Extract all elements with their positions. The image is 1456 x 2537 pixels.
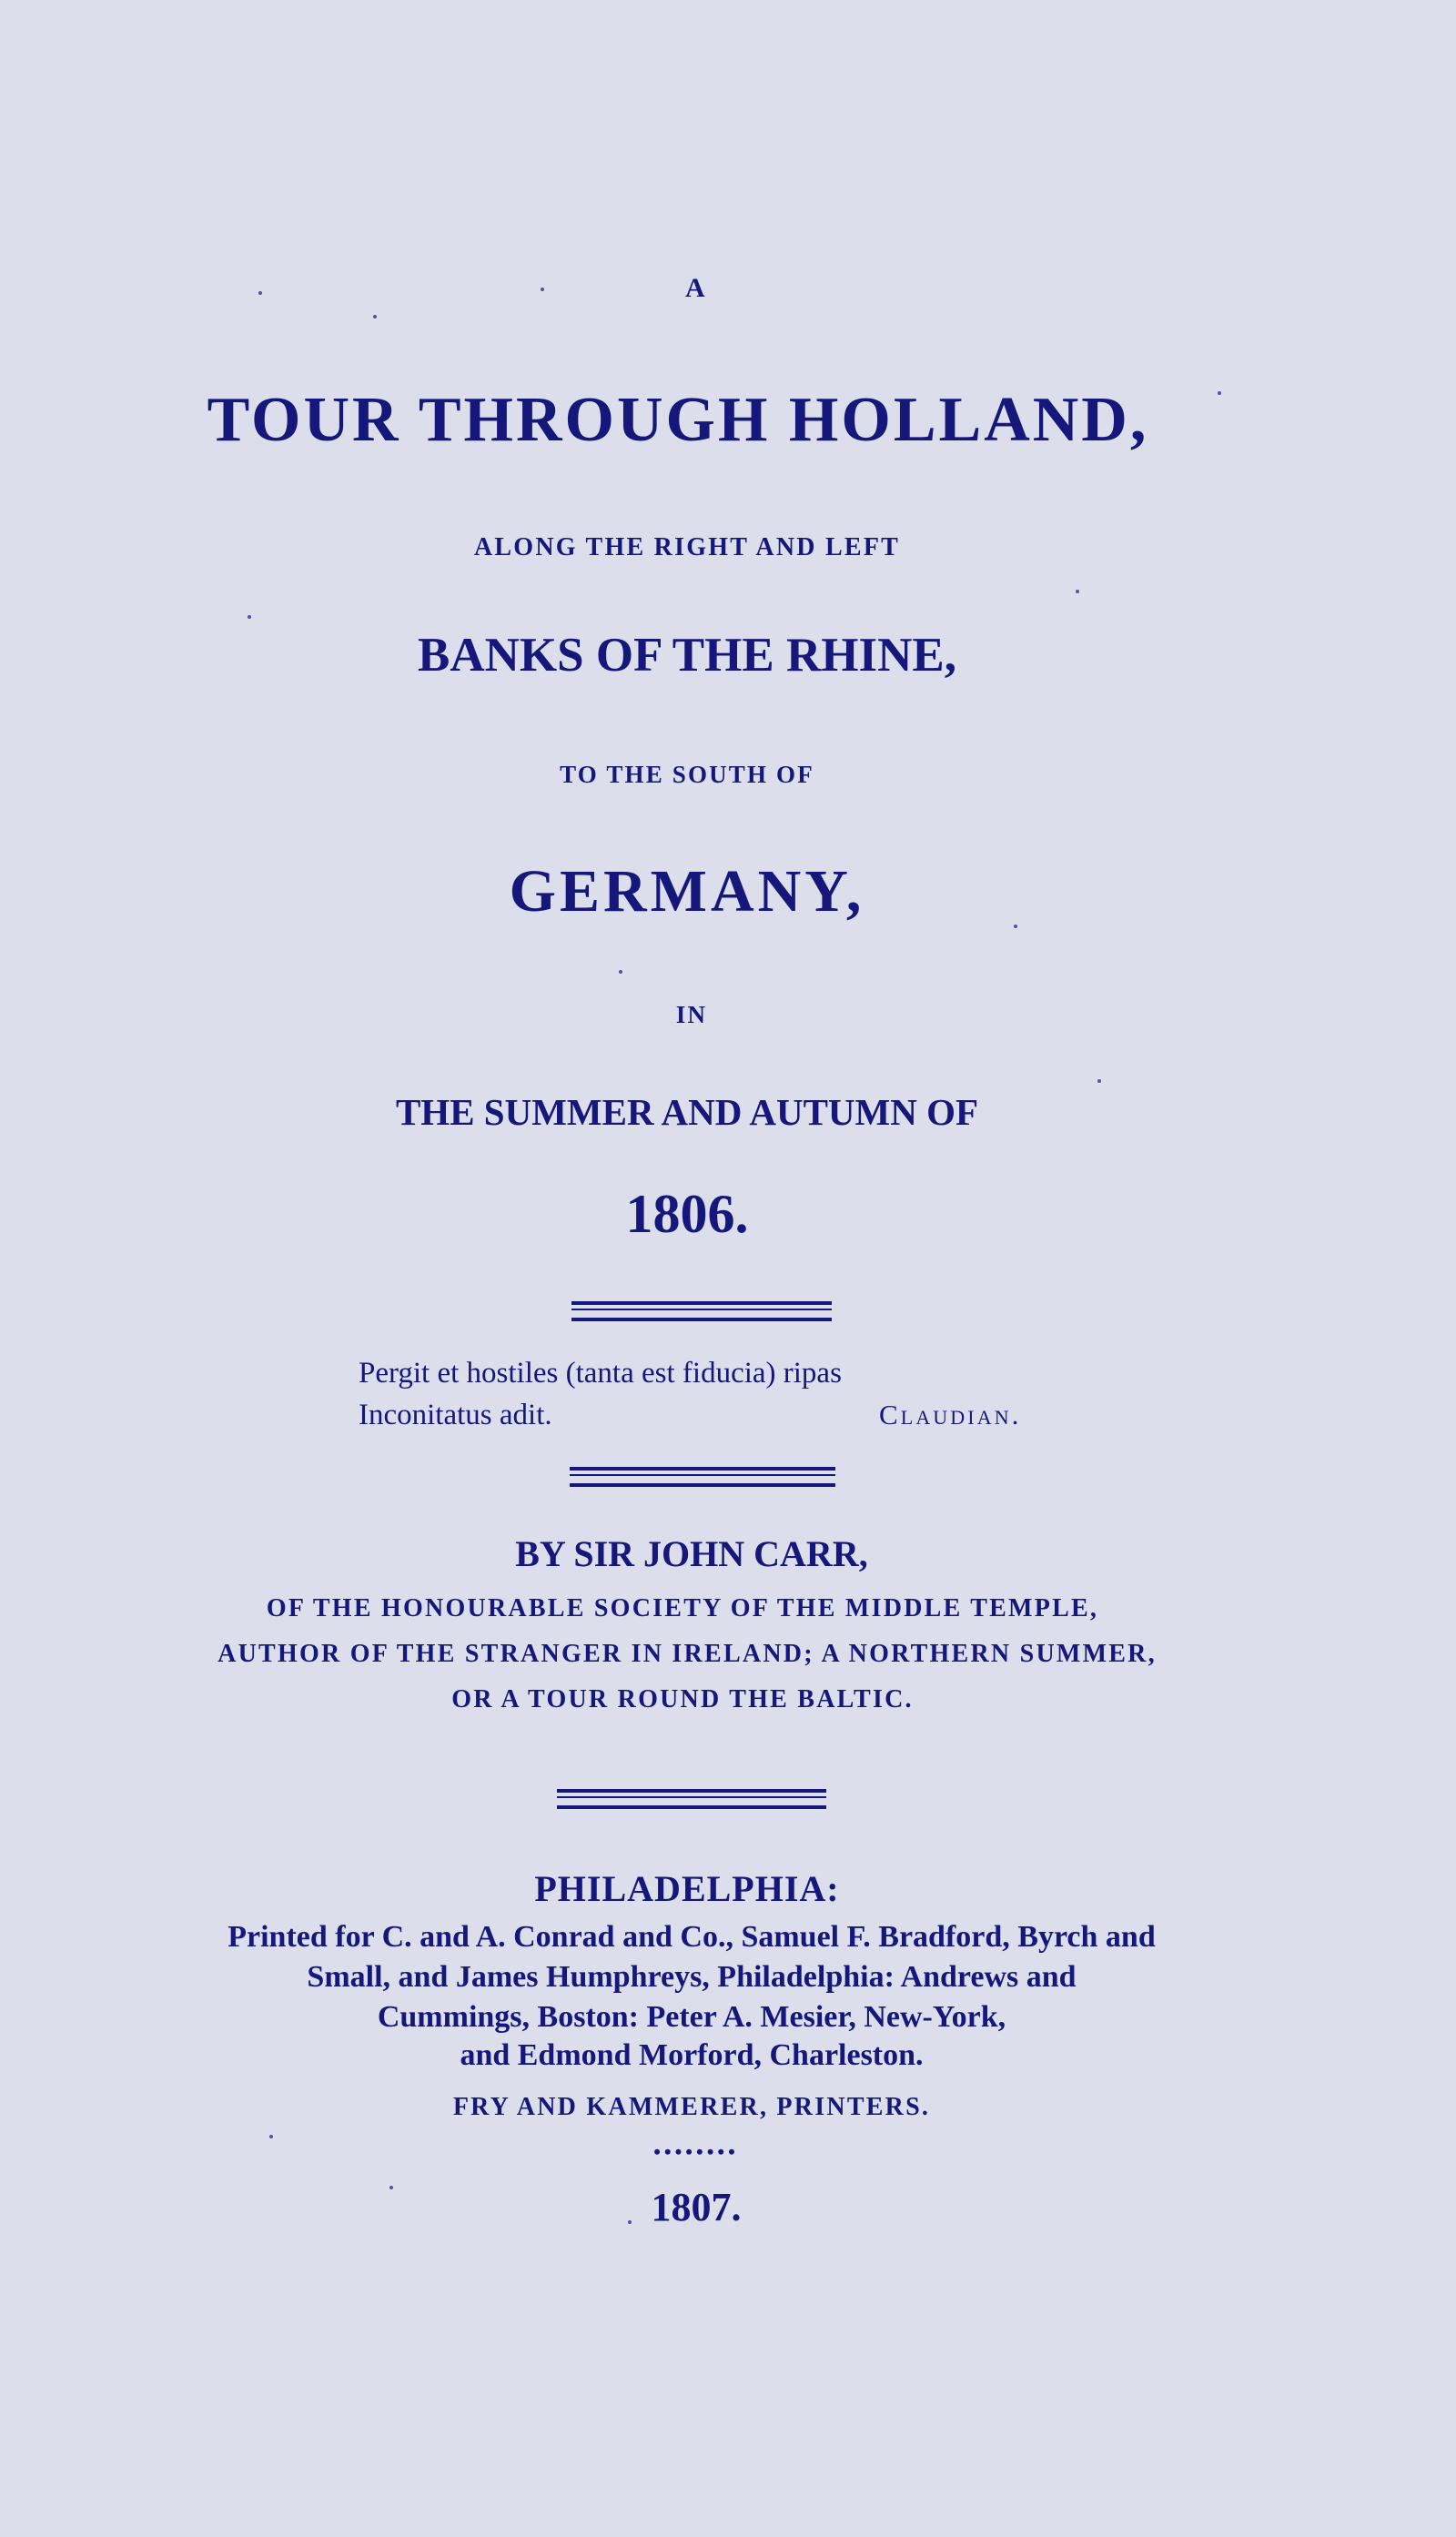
publication-year-1806: 1806. <box>625 1184 749 1244</box>
divider-rule-2 <box>570 1467 835 1487</box>
paper-speck <box>1097 1079 1101 1083</box>
main-title: TOUR THROUGH HOLLAND, <box>207 385 1149 455</box>
article: A <box>684 273 708 303</box>
imprint-printers: FRY AND KAMMERER, PRINTERS. <box>452 2093 931 2121</box>
imprint-city: PHILADELPHIA: <box>534 1868 840 1909</box>
divider-rule-1 <box>571 1301 832 1321</box>
divider-rule-3 <box>557 1789 826 1809</box>
author-line-1: OF THE HONOURABLE SOCIETY OF THE MIDDLE TEMPLE, <box>266 1594 1099 1622</box>
subtitle-banks: BANKS OF THE RHINE, <box>418 629 956 682</box>
subtitle-in: IN <box>675 1001 708 1028</box>
imprint-line-4: and Edmond Morford, Charleston. <box>460 2038 924 2072</box>
epigraph-line-2: Inconitatus adit. <box>359 1399 552 1431</box>
publication-year-1807: 1807. <box>651 2185 742 2229</box>
paper-speck <box>628 2220 632 2224</box>
paper-speck <box>1076 590 1079 593</box>
epigraph-line-1: Pergit et hostiles (tanta est fiducia) ripas <box>359 1357 842 1390</box>
subtitle-germany: GERMANY, <box>509 858 865 925</box>
imprint-line-2: Small, and James Humphreys, Philadelphia: Andrews and <box>307 1960 1077 1994</box>
subtitle-summer: THE SUMMER AND AUTUMN OF <box>395 1091 979 1133</box>
imprint-line-3: Cummings, Boston: Peter A. Mesier, New-York, <box>377 2000 1006 2034</box>
paper-speck <box>389 2186 393 2189</box>
subtitle-south: TO THE SOUTH OF <box>560 761 814 788</box>
author-line-2: AUTHOR OF THE STRANGER IN IRELAND; A NORTHERN SUMMER, <box>217 1640 1157 1668</box>
paper-speck <box>1014 925 1017 928</box>
paper-speck <box>619 970 622 974</box>
author-line-3: OR A TOUR ROUND THE BALTIC. <box>451 1685 914 1713</box>
epigraph-attribution: Claudian. <box>879 1399 1022 1430</box>
paper-speck <box>248 615 251 619</box>
imprint-line-1: Printed for C. and A. Conrad and Co., Samuel F. Bradford, Byrch and <box>228 1920 1156 1954</box>
paper-speck <box>541 288 544 291</box>
paper-speck <box>269 2135 273 2138</box>
paper-speck <box>258 291 262 295</box>
paper-speck <box>1218 391 1221 395</box>
author-byline: BY SIR JOHN CARR, <box>515 1533 868 1574</box>
paper-speck <box>373 315 377 318</box>
subtitle-along: ALONG THE RIGHT AND LEFT <box>473 533 901 561</box>
imprint-dots: •••••••• <box>653 2140 739 2163</box>
